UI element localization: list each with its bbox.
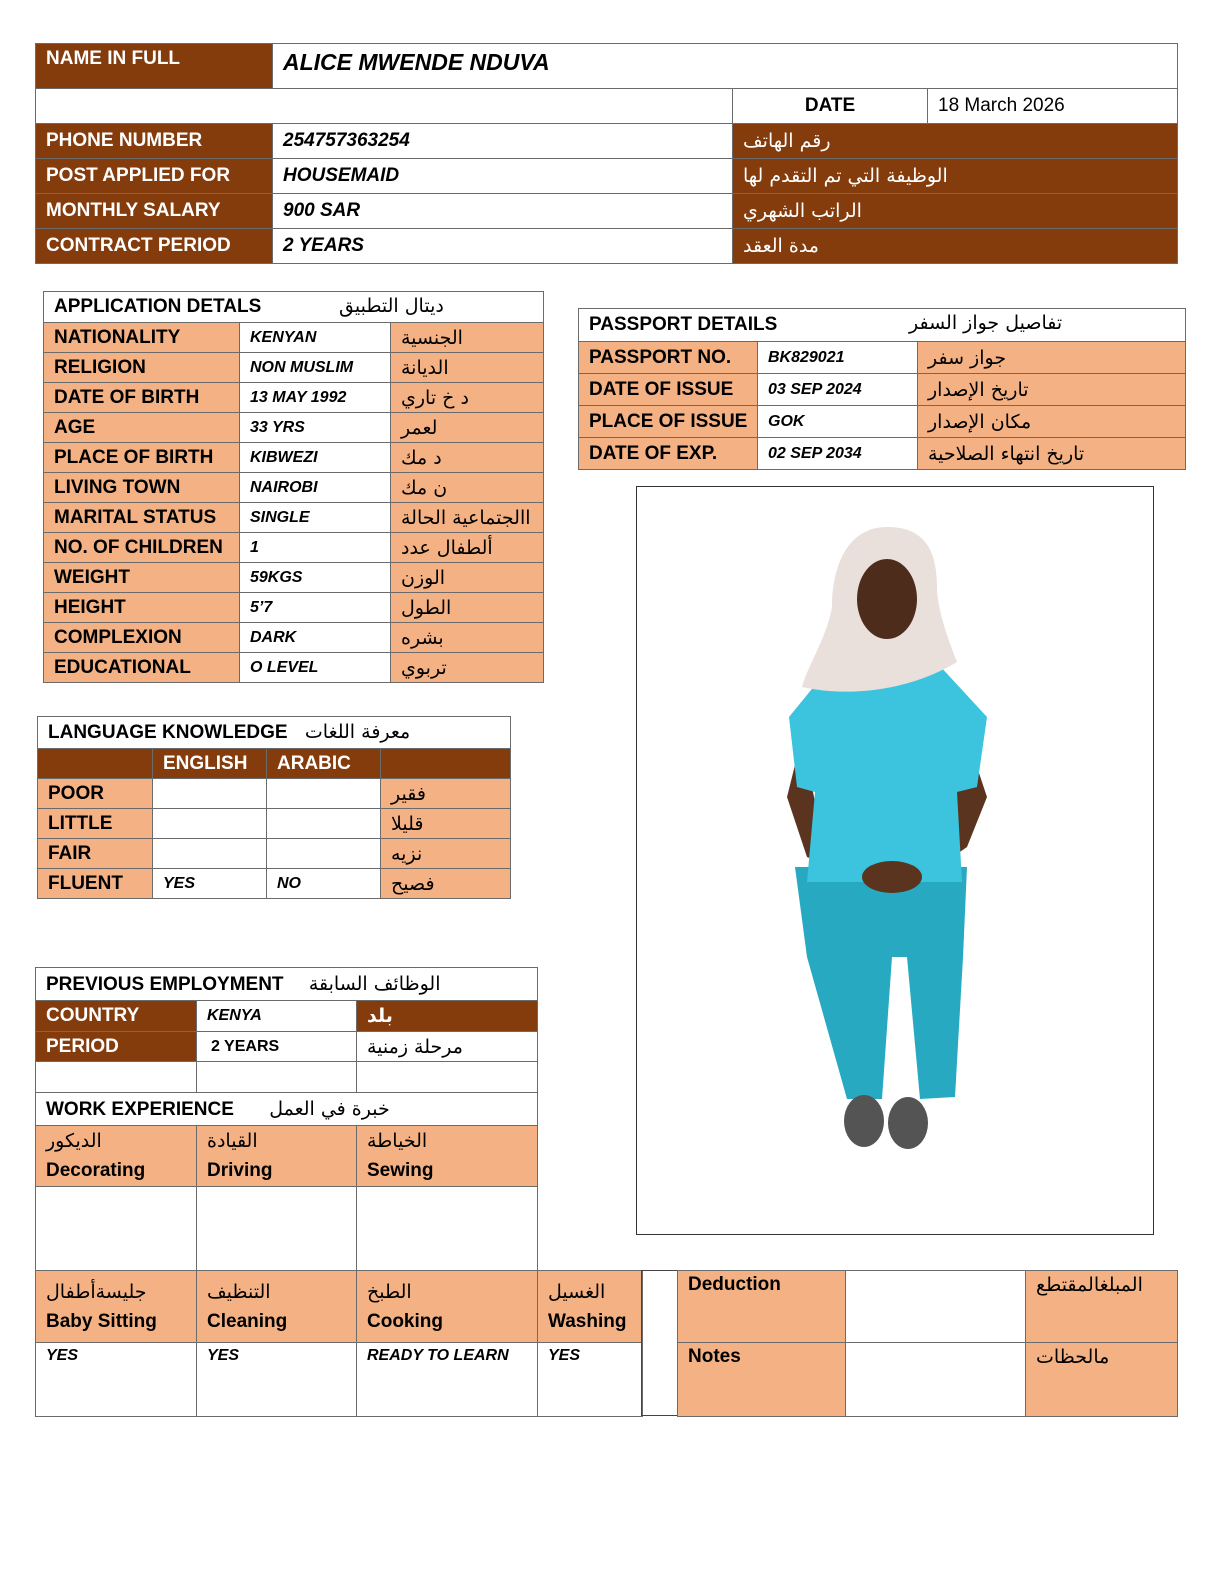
work-title-arabic: خبرة في العمل [269, 1097, 390, 1120]
row-arabic: الديانة [391, 353, 544, 383]
employment-blank-1 [36, 1062, 197, 1093]
row-arabic: جواز سفر [918, 342, 1186, 374]
language-arabic-value: NO [267, 869, 381, 899]
table-row [44, 413, 544, 443]
row-arabic: مكان الإصدار [918, 406, 1186, 438]
row-value: KIBWEZI [240, 443, 391, 473]
row-label: AGE [44, 413, 240, 443]
row-arabic: الوزن [391, 563, 544, 593]
salary-arabic: الراتب الشهري [733, 194, 1178, 229]
deduction-value[interactable] [846, 1271, 1026, 1343]
language-title: LANGUAGE KNOWLEDGE [48, 722, 288, 743]
row-value: 1 [240, 533, 391, 563]
post-value: HOUSEMAID [273, 159, 733, 194]
right-shoe [888, 1097, 928, 1149]
name-label: NAME IN FULL [36, 44, 273, 89]
employment-title-arabic: الوظائف السابقة [308, 972, 441, 995]
language-level-arabic: فقير [381, 779, 511, 809]
language-arabic-value [267, 779, 381, 809]
skill-sewing-arabic: الخياطة [367, 1130, 428, 1152]
phone-label: PHONE NUMBER [36, 124, 273, 159]
language-header-blank [38, 749, 153, 779]
skill-cleaning-label: Cleaning [207, 1310, 288, 1332]
salary-value: 900 SAR [273, 194, 733, 229]
table-row [579, 374, 1186, 406]
contract-value: 2 YEARS [273, 229, 733, 264]
employment-period-value: 2 YEARS [197, 1032, 357, 1062]
table-row [44, 443, 544, 473]
table-row [579, 438, 1186, 470]
language-row [38, 869, 511, 899]
language-title-row [38, 717, 511, 749]
language-col-english: ENGLISH [153, 749, 267, 779]
language-english-value [153, 839, 267, 869]
skill-cleaning-value: YES [197, 1343, 357, 1417]
employment-country-arabic: بلد [357, 1001, 538, 1032]
language-arabic-value [267, 809, 381, 839]
table-row [579, 406, 1186, 438]
table-row [44, 623, 544, 653]
notes-value[interactable] [846, 1343, 1026, 1417]
skill-washing [538, 1271, 643, 1343]
employment-title-row [36, 968, 538, 1001]
passport-title: PASSPORT DETAILS [589, 314, 778, 335]
row-label: PASSPORT NO. [579, 342, 758, 374]
table-row [44, 653, 544, 683]
skill-decorating-label: Decorating [46, 1160, 146, 1181]
row-arabic: االجتماعية الحالة [391, 503, 544, 533]
language-arabic-value [267, 839, 381, 869]
passport-details-table [578, 308, 1186, 470]
row-value: 59KGS [240, 563, 391, 593]
table-row [44, 353, 544, 383]
skill-cooking-arabic: الطبخ [367, 1280, 412, 1303]
row-label: DATE OF EXP. [579, 438, 758, 470]
row-label: DATE OF BIRTH [44, 383, 240, 413]
skill-sewing [357, 1126, 538, 1187]
language-level-label: FLUENT [38, 869, 153, 899]
row-label: HEIGHT [44, 593, 240, 623]
skill-driving-label: Driving [207, 1160, 273, 1181]
table-row [44, 503, 544, 533]
language-level-arabic: نزيه [381, 839, 511, 869]
table-row [44, 383, 544, 413]
row-value: SINGLE [240, 503, 391, 533]
row-label: WEIGHT [44, 563, 240, 593]
row-arabic: تاريخ الإصدار [918, 374, 1186, 406]
row-label: RELIGION [44, 353, 240, 383]
skill-washing-label: Washing [548, 1310, 627, 1332]
deduction-label: Deduction [678, 1271, 846, 1343]
row-value: KENYAN [240, 323, 391, 353]
notes-arabic: مالحظات [1026, 1343, 1178, 1417]
skill-cleaning [197, 1271, 357, 1343]
skill-sewing-value [357, 1187, 538, 1271]
table-row [44, 473, 544, 503]
language-english-value: YES [153, 869, 267, 899]
employment-blank-2 [197, 1062, 357, 1093]
row-arabic: لعمر [391, 413, 544, 443]
row-label: EDUCATIONAL [44, 653, 240, 683]
language-col-arabic: ARABIC [267, 749, 381, 779]
skill-driving-arabic: القيادة [207, 1130, 258, 1152]
skill-decorating-value [36, 1187, 197, 1271]
notes-label: Notes [678, 1343, 846, 1417]
application-title: APPLICATION DETALS [54, 296, 262, 317]
deduction-arabic: المبلغالمقتطع [1026, 1271, 1178, 1343]
language-row [38, 809, 511, 839]
employment-period-label: PERIOD [36, 1032, 197, 1062]
previous-employment-table [35, 967, 538, 1271]
spacer-column [641, 1270, 678, 1416]
row-label: PLACE OF BIRTH [44, 443, 240, 473]
language-level-label: FAIR [38, 839, 153, 869]
skill-washing-value: YES [538, 1343, 643, 1417]
row-value: 03 SEP 2024 [758, 374, 918, 406]
table-row [44, 533, 544, 563]
skill-cooking-label: Cooking [367, 1310, 443, 1332]
row-arabic: تربوي [391, 653, 544, 683]
row-label: NATIONALITY [44, 323, 240, 353]
application-details-table [43, 291, 544, 683]
table-row [579, 342, 1186, 374]
passport-title-arabic: تفاصيل جواز السفر [909, 312, 1063, 334]
language-level-arabic: قليلا [381, 809, 511, 839]
row-arabic: بشره [391, 623, 544, 653]
row-label: DATE OF ISSUE [579, 374, 758, 406]
salary-label: MONTHLY SALARY [36, 194, 273, 229]
skill-driving-value [197, 1187, 357, 1271]
row-value: 13 MAY 1992 [240, 383, 391, 413]
language-english-value [153, 779, 267, 809]
skill-baby-sitting-value: YES [36, 1343, 197, 1417]
row-label: LIVING TOWN [44, 473, 240, 503]
row-value: NON MUSLIM [240, 353, 391, 383]
application-title-row [44, 292, 544, 323]
date-value: 18 March 2026 [928, 89, 1178, 124]
blank-cell [36, 89, 733, 124]
row-value: 5’7 [240, 593, 391, 623]
table-row [44, 563, 544, 593]
skill-baby-sitting [36, 1271, 197, 1343]
passport-title-row [579, 309, 1186, 342]
skill-cooking [357, 1271, 538, 1343]
row-label: NO. OF CHILDREN [44, 533, 240, 563]
language-level-label: POOR [38, 779, 153, 809]
language-title-arabic: معرفة اللغات [304, 721, 411, 743]
contract-label: CONTRACT PERIOD [36, 229, 273, 264]
employment-country-label: COUNTRY [36, 1001, 197, 1032]
employment-blank-3 [357, 1062, 538, 1093]
left-shoe [844, 1095, 884, 1147]
row-arabic: ن مك [391, 473, 544, 503]
language-english-value [153, 809, 267, 839]
employment-title: PREVIOUS EMPLOYMENT [46, 973, 284, 995]
name-value: ALICE MWENDE NDUVA [273, 44, 1178, 89]
work-title-row [36, 1093, 538, 1126]
row-value: 33 YRS [240, 413, 391, 443]
post-arabic: الوظيفة التي تم التقدم لها [733, 159, 1178, 194]
skill-cooking-value: READY TO LEARN [357, 1343, 538, 1417]
language-row [38, 779, 511, 809]
row-label: COMPLEXION [44, 623, 240, 653]
work-title: WORK EXPERIENCE [46, 1098, 234, 1120]
date-label: DATE [733, 89, 928, 124]
row-value: 02 SEP 2034 [758, 438, 918, 470]
skill-washing-arabic: الغسيل [548, 1280, 606, 1303]
face [857, 559, 917, 639]
employment-country-value: KENYA [197, 1001, 357, 1032]
hands [862, 861, 922, 893]
row-arabic: د خ تاري [391, 383, 544, 413]
row-arabic: ألطفال عدد [391, 533, 544, 563]
language-level-arabic: فصيح [381, 869, 511, 899]
language-row [38, 839, 511, 869]
skill-driving [197, 1126, 357, 1187]
language-header-blank-right [381, 749, 511, 779]
contract-arabic: مدة العقد [733, 229, 1178, 264]
header-table [35, 43, 1178, 264]
row-value: NAIROBI [240, 473, 391, 503]
skill-cleaning-arabic: التنظيف [207, 1280, 271, 1303]
applicant-photo-illustration [637, 487, 1153, 1234]
language-level-label: LITTLE [38, 809, 153, 839]
language-knowledge-table [37, 716, 511, 899]
row-value: BK829021 [758, 342, 918, 374]
phone-arabic: رقم الهاتف [733, 124, 1178, 159]
row-value: DARK [240, 623, 391, 653]
row-arabic: الجنسية [391, 323, 544, 353]
employment-period-arabic: مرحلة زمنية [357, 1032, 538, 1062]
row-arabic: تاريخ انتهاء الصلاحية [918, 438, 1186, 470]
trousers [795, 867, 967, 1099]
row-value: GOK [758, 406, 918, 438]
row-arabic: الطول [391, 593, 544, 623]
row-value: O LEVEL [240, 653, 391, 683]
row-arabic: د مك [391, 443, 544, 473]
table-row [44, 323, 544, 353]
phone-value: 254757363254 [273, 124, 733, 159]
deduction-notes-table [677, 1270, 1178, 1417]
table-row [44, 593, 544, 623]
application-title-arabic: ديتال التطبيق [339, 295, 444, 317]
applicant-photo [636, 486, 1154, 1235]
row-label: MARITAL STATUS [44, 503, 240, 533]
post-label: POST APPLIED FOR [36, 159, 273, 194]
skill-baby-sitting-label: Baby Sitting [46, 1310, 157, 1332]
row-label: PLACE OF ISSUE [579, 406, 758, 438]
skill-decorating [36, 1126, 197, 1187]
skill-decorating-arabic: الديكور [46, 1130, 102, 1152]
skills-bottom-table [35, 1270, 643, 1417]
skill-sewing-label: Sewing [367, 1160, 434, 1181]
skill-baby-sitting-arabic: جليسةأطفال [46, 1280, 147, 1303]
